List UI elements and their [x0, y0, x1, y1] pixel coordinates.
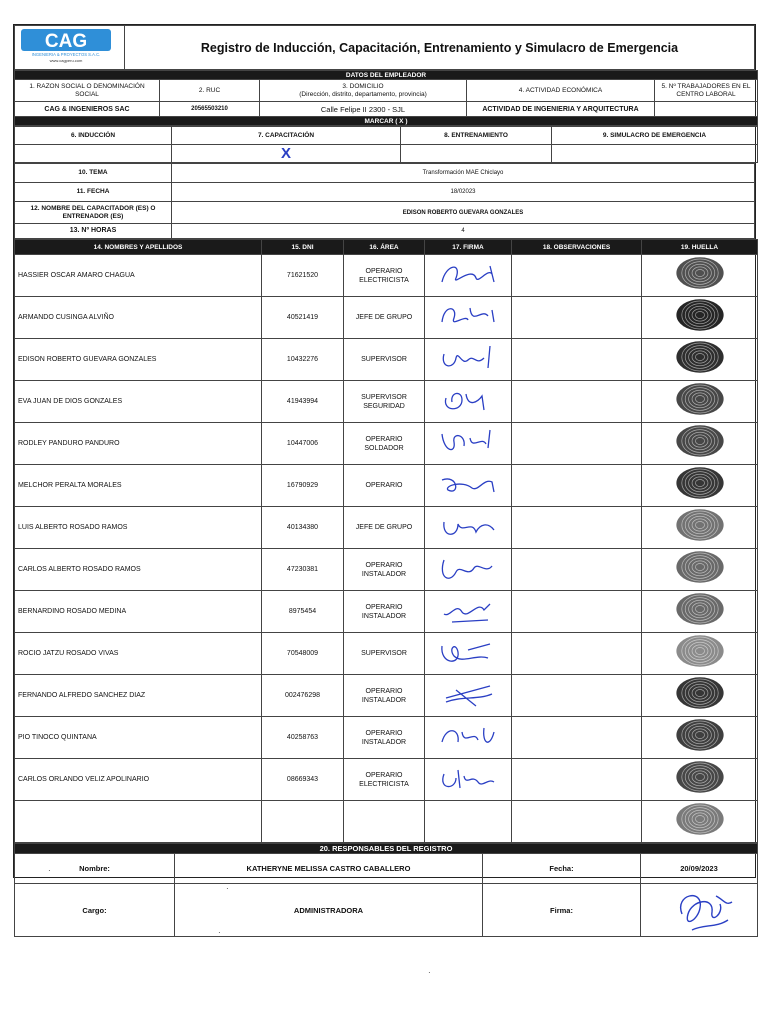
actividad-label: 4. ACTIVIDAD ECONÓMICA	[467, 80, 655, 102]
attendee-name: EVA JUAN DE DIOS GONZALES	[15, 381, 262, 423]
attendee-dni: 47230381	[262, 549, 344, 591]
attendee-signature-cell	[425, 339, 512, 381]
attendee-observaciones	[512, 717, 642, 759]
attendee-area: OPERARIO INSTALADOR	[344, 675, 425, 717]
resp-nombre-label: Nombre:	[15, 854, 175, 884]
attendee-observaciones	[512, 549, 642, 591]
attendee-dni: 16790929	[262, 465, 344, 507]
razon-social-value: CAG & INGENIEROS SAC	[15, 102, 160, 117]
table-row	[15, 339, 758, 381]
attendee-fingerprint-cell	[642, 255, 758, 297]
attendee-signature-cell	[425, 465, 512, 507]
fingerprint-mark	[665, 465, 735, 501]
fecha-value: 18/02023	[172, 183, 755, 202]
attendee-fingerprint-cell	[642, 423, 758, 465]
attendee-signature-cell	[425, 675, 512, 717]
signature-mark	[428, 298, 508, 332]
fingerprint-mark	[665, 255, 735, 291]
observaciones-header: 18. OBSERVACIONES	[512, 240, 642, 255]
attendee-area: OPERARIO	[344, 465, 425, 507]
signature-mark	[428, 550, 508, 584]
attendee-dni: 40258763	[262, 717, 344, 759]
attendee-name: MELCHOR PERALTA MORALES	[15, 465, 262, 507]
cag-logo	[15, 26, 119, 64]
fingerprint-mark	[665, 717, 735, 753]
attendee-observaciones	[512, 759, 642, 801]
attendee-dni: 10432276	[262, 339, 344, 381]
attendee-name: LUIS ALBERTO ROSADO RAMOS	[15, 507, 262, 549]
attendee-name: ARMANDO CUSINGA ALVIÑO	[15, 297, 262, 339]
fingerprint-mark	[665, 591, 735, 627]
responsables-table	[14, 843, 758, 937]
attendee-fingerprint-cell	[642, 633, 758, 675]
attendee-name: ROCIO JATZU ROSADO VIVAS	[15, 633, 262, 675]
attendee-observaciones	[512, 297, 642, 339]
attendee-area: SUPERVISOR SEGURIDAD	[344, 381, 425, 423]
attendee-area: SUPERVISOR	[344, 339, 425, 381]
simulacro-option: 9. SIMULACRO DE EMERGENCIA	[552, 127, 758, 145]
table-row	[15, 549, 758, 591]
mark-table	[14, 126, 758, 163]
table-row	[15, 759, 758, 801]
attendee-fingerprint-cell	[642, 507, 758, 549]
attendee-observaciones	[512, 675, 642, 717]
attendee-dni: 002476298	[262, 675, 344, 717]
attendee-rows	[15, 255, 758, 843]
fingerprint-mark	[665, 381, 735, 417]
capacitacion-option: 7. CAPACITACIÓN	[172, 127, 401, 145]
attendee-name: BERNARDINO ROSADO MEDINA	[15, 591, 262, 633]
fingerprint-mark	[665, 423, 735, 459]
horas-value: 4	[172, 224, 755, 239]
ruc-value: 20565503210	[160, 102, 260, 117]
table-row	[15, 507, 758, 549]
attendee-dni: 8975454	[262, 591, 344, 633]
attendee-observaciones	[512, 465, 642, 507]
attendee-fingerprint-cell	[642, 675, 758, 717]
attendee-area: SUPERVISOR	[344, 633, 425, 675]
table-row	[15, 717, 758, 759]
registro-form	[13, 24, 756, 915]
signature-mark	[428, 676, 508, 710]
table-row	[15, 675, 758, 717]
attendee-signature-cell	[425, 591, 512, 633]
domicilio-subtitle: (Dirección, distrito, departamento, provincia)	[299, 90, 427, 98]
resp-firma-cell	[641, 884, 758, 937]
dni-header: 15. DNI	[262, 240, 344, 255]
responsables-section-bar: 20. RESPONSABLES DEL REGISTRO	[15, 844, 758, 854]
attendee-area: OPERARIO INSTALADOR	[344, 717, 425, 759]
logo-website: www.cagperu.com	[49, 58, 83, 63]
signature-mark	[428, 466, 508, 500]
attendee-name: PIO TINOCO QUINTANA	[15, 717, 262, 759]
attendee-fingerprint-cell	[642, 297, 758, 339]
attendee-dni: 40134380	[262, 507, 344, 549]
resp-fecha-label: Fecha:	[483, 854, 641, 884]
attendee-signature-cell	[425, 801, 512, 843]
table-row	[15, 423, 758, 465]
table-row	[15, 591, 758, 633]
attendee-name	[15, 801, 262, 843]
attendee-area: JEFE DE GRUPO	[344, 507, 425, 549]
attendee-area	[344, 801, 425, 843]
attendee-signature-cell	[425, 381, 512, 423]
attendee-fingerprint-cell	[642, 381, 758, 423]
attendee-observaciones	[512, 423, 642, 465]
scan-speck: ·	[218, 928, 221, 937]
employer-section-bar: DATOS DEL EMPLEADOR	[15, 71, 758, 80]
attendee-name: RODLEY PANDURO PANDURO	[15, 423, 262, 465]
attendee-dni	[262, 801, 344, 843]
signature-mark	[428, 508, 508, 542]
tema-label: 10. TEMA	[15, 164, 172, 183]
attendee-signature-cell	[425, 255, 512, 297]
entrenamiento-mark	[401, 145, 552, 163]
nombres-header: 14. NOMBRES Y APELLIDOS	[15, 240, 262, 255]
attendee-signature-cell	[425, 297, 512, 339]
fingerprint-mark	[665, 675, 735, 711]
fingerprint-mark	[665, 801, 735, 837]
table-row	[15, 381, 758, 423]
signature-mark	[428, 760, 508, 794]
attendee-area: OPERARIO ELECTRICISTA	[344, 255, 425, 297]
responsible-signature	[654, 884, 744, 934]
attendee-name: CARLOS ORLANDO VELIZ APOLINARIO	[15, 759, 262, 801]
attendee-name: EDISON ROBERTO GUEVARA GONZALES	[15, 339, 262, 381]
tema-value: Transformación MAE Chiclayo	[172, 164, 755, 183]
fields-table	[14, 163, 755, 239]
attendee-observaciones	[512, 801, 642, 843]
attendee-dni: 70548009	[262, 633, 344, 675]
attendee-area: OPERARIO INSTALADOR	[344, 591, 425, 633]
mark-section-bar: MARCAR ( X )	[15, 117, 758, 126]
attendee-fingerprint-cell	[642, 801, 758, 843]
resp-fecha-value: 20/09/2023	[641, 854, 758, 884]
entrenamiento-option: 8. ENTRENAMIENTO	[401, 127, 552, 145]
logo-brand: CAG	[44, 31, 88, 52]
fingerprint-mark	[665, 633, 735, 669]
attendee-observaciones	[512, 381, 642, 423]
signature-mark	[428, 340, 508, 374]
attendee-area: JEFE DE GRUPO	[344, 297, 425, 339]
signature-mark	[428, 424, 508, 458]
capacitador-value: EDISON ROBERTO GUEVARA GONZALES	[172, 202, 755, 224]
signature-mark	[428, 592, 508, 626]
resp-firma-label: Firma:	[483, 884, 641, 937]
razon-social-label: 1. RAZON SOCIAL O DENOMINACIÓN SOCIAL	[15, 80, 160, 102]
trabajadores-label: 5. Nº TRABAJADORES EN EL CENTRO LABORAL	[655, 80, 758, 102]
resp-nombre-value: KATHERYNE MELISSA CASTRO CABALLERO	[175, 854, 483, 884]
attendee-area: OPERARIO INSTALADOR	[344, 549, 425, 591]
fingerprint-mark	[665, 507, 735, 543]
fecha-label: 11. FECHA	[15, 183, 172, 202]
attendee-fingerprint-cell	[642, 465, 758, 507]
induccion-mark	[15, 145, 172, 163]
ruc-label: 2. RUC	[160, 80, 260, 102]
actividad-value: ACTIVIDAD DE INGENIERIA Y ARQUITECTURA	[467, 102, 655, 117]
fingerprint-mark	[665, 759, 735, 795]
attendee-observaciones	[512, 507, 642, 549]
attendee-signature-cell	[425, 507, 512, 549]
attendee-signature-cell	[425, 549, 512, 591]
attendee-observaciones	[512, 633, 642, 675]
resp-cargo-label: Cargo:	[15, 884, 175, 937]
trabajadores-value	[655, 102, 758, 117]
attendee-dni: 40521419	[262, 297, 344, 339]
logo-cell	[15, 26, 125, 70]
attendee-observaciones	[512, 255, 642, 297]
table-row	[15, 255, 758, 297]
signature-mark	[428, 382, 508, 416]
employer-table	[14, 70, 758, 126]
capacitacion-mark: X	[172, 145, 401, 163]
scan-speck: ·	[226, 884, 229, 893]
attendee-fingerprint-cell	[642, 759, 758, 801]
table-row	[15, 297, 758, 339]
attendee-fingerprint-cell	[642, 549, 758, 591]
logo-subtitle: INGENIERIA & PROYECTOS S.A.C.	[31, 52, 101, 57]
attendee-name: CARLOS ALBERTO ROSADO RAMOS	[15, 549, 262, 591]
attendee-name: FERNANDO ALFREDO SANCHEZ DIAZ	[15, 675, 262, 717]
attendee-area: OPERARIO SOLDADOR	[344, 423, 425, 465]
attendee-dni: 10447006	[262, 423, 344, 465]
fingerprint-mark	[665, 339, 735, 375]
table-row	[15, 801, 758, 843]
horas-label: 13. Nº HORAS	[15, 224, 172, 239]
attendee-dni: 08669343	[262, 759, 344, 801]
form-title: Registro de Inducción, Capacitación, Entrenamiento y Simulacro de Emergencia	[125, 26, 755, 70]
fingerprint-mark	[665, 549, 735, 585]
attendee-signature-cell	[425, 633, 512, 675]
attendee-observaciones	[512, 591, 642, 633]
signature-mark	[428, 634, 508, 668]
signature-mark	[428, 256, 508, 290]
scan-speck: ·	[428, 968, 431, 977]
scan-speck: ·	[48, 866, 51, 875]
table-row	[15, 465, 758, 507]
attendees-table	[14, 239, 758, 843]
attendee-area: OPERARIO ELECTRICISTA	[344, 759, 425, 801]
induccion-option: 6. INDUCCIÓN	[15, 127, 172, 145]
simulacro-mark	[552, 145, 758, 163]
capacitador-label: 12. NOMBRE DEL CAPACITADOR (ES) O ENTRENADOR (ES)	[15, 202, 172, 224]
attendee-signature-cell	[425, 717, 512, 759]
huella-header: 19. HUELLA	[642, 240, 758, 255]
area-header: 16. ÁREA	[344, 240, 425, 255]
attendee-name: HASSIER OSCAR AMARO CHAGUA	[15, 255, 262, 297]
resp-cargo-value: ADMINISTRADORA	[175, 884, 483, 937]
attendee-signature-cell	[425, 759, 512, 801]
table-row	[15, 633, 758, 675]
firma-header: 17. FIRMA	[425, 240, 512, 255]
attendee-observaciones	[512, 339, 642, 381]
fingerprint-mark	[665, 297, 735, 333]
domicilio-value: Calle Felipe II 2300 - SJL	[260, 102, 467, 117]
domicilio-title: 3. DOMICILIO	[342, 82, 384, 90]
attendee-dni: 71621520	[262, 255, 344, 297]
header-table	[14, 25, 755, 70]
attendee-fingerprint-cell	[642, 339, 758, 381]
attendee-fingerprint-cell	[642, 717, 758, 759]
attendee-fingerprint-cell	[642, 591, 758, 633]
domicilio-label	[260, 80, 467, 102]
attendee-dni: 41943994	[262, 381, 344, 423]
attendee-signature-cell	[425, 423, 512, 465]
signature-mark	[428, 718, 508, 752]
